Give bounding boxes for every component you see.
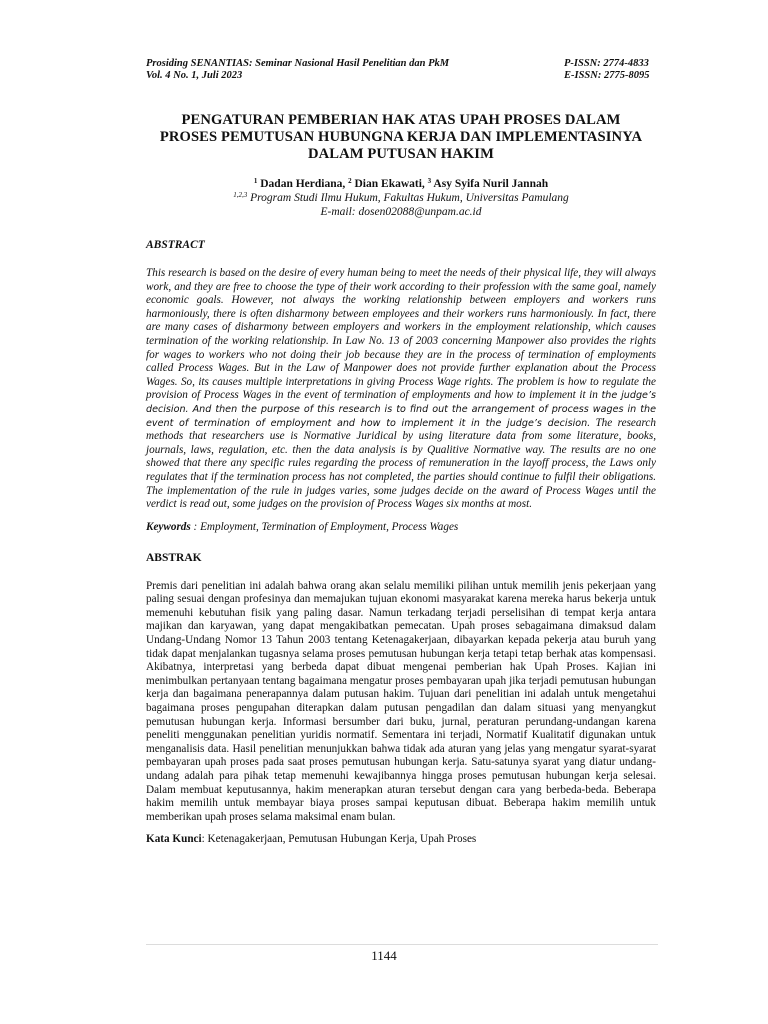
abstract-body: This research is based on the desire of every human being to meet the needs of their physical life, they will always work, and they are free to choose the type of their work according to their profession with the same goal, namely economic goals. However, not always the working relationship between employers and workers runs harmoniously, there is often disharmony between employees and their workers runs harmoniously. In fact, there are many cases of disharmony between employers and workers in the employment relationship, which causes termination of the working relationship. In Law No. 13 of 2003 concerning Manpower also provides the rights for wages to workers who not doing their job because they are in the process of termination of employments called Process Wages. But in the Law of Manpower does not provide further explanation about the Process Wages. So, its causes multiple interpretations in giving Process Wage rights. The problem is how to regulate the provision of Process Wages in the event of termination of employments and how to implement it in the judge’s decision. And then the purpose of this research is to find out the arrangement of process wages in the event of termination of employment and how to implement it in the judge’s decision. The research methods that researchers use is Normative Juridical by using literature data from some literature, books, journals, laws, regulation, etc. then the data analysis is by Qualitive Normative way. The results are no one showed that there any specific rules regarding the process of remuneration in the layoff process, the Laws only regulates that if the termination process has not completed, the parties should continue to fulfil their obligations. The implementation of the rule in judges varies, some judges decide on the award of Process Wages until the verdict is read out, some judges on the provision of Process Wages six months at most.	[146, 267, 657, 511]
footer-divider	[146, 944, 658, 945]
running-header	[146, 58, 656, 82]
volume-info: Vol. 4 No. 1, Juli 2023	[146, 70, 243, 81]
proceeding-name: Prosiding SENANTIAS: Seminar Nasional Hasil Penelitian dan PkM	[146, 58, 450, 69]
abstrak-keywords: Kata Kunci: Ketenagakerjaan, Pemutusan Hubungan Kerja, Upah Proses	[146, 833, 477, 846]
paper-title: PENGATURAN PEMBERIAN HAK ATAS UPAH PROSES DALAM PROSES PEMUTUSAN HUBUNGNA KERJA DAN IMPLEMENTASINYA DALAM PUTUSAN HAKIM	[159, 112, 643, 162]
abstract-keywords: Keywords : Employment, Termination of Employment, Process Wages	[146, 520, 459, 533]
page-number: 1144	[371, 948, 397, 963]
author-email: E-mail: dosen02088@unpam.ac.id	[320, 206, 482, 218]
abstract-heading: ABSTRACT	[146, 239, 205, 251]
abstrak-heading: ABSTRAK	[146, 551, 202, 564]
header-left	[146, 58, 449, 82]
e-issn: E-ISSN: 2775-8095	[564, 70, 650, 81]
abstrak-body: Premis dari penelitian ini adalah bahwa orang akan selalu memiliki pilihan untuk memilih jenis pekerjaan yang paling sesuai dengan profesinya dan memajukan tujuan ekonomi masyarakat karena mereka harus bekerja untuk memenuhi kebutuhan fisik yang paling dasar. Namun terkadang terjadi perselisihan di tempat kerja antara majikan dan karyawan, yang dapat mengakibatkan pemecatan. Upah proses sebagaimana dimaksud dalam Undang-Undang Nomor 13 Tahun 2003 tentang Ketenagakerjaan, dibayarkan kepada pekerja atau buruh yang tidak dapat menjalankan tugasnya selama proses pemutusan hubungan kerja tetapi tetap berhak atas kompensasi. Akibatnya, interpretasi yang berbeda dapat dibuat mengenai pemberian hak Upah Proses. Kajian ini menimbulkan pertanyaan tentang bagaimana mengatur proses pembayaran upah jika terjadi pemutusan hubungan kerja dan bagaimana penerapannya dalam putusan hakim. Tujuan dari penelitian ini adalah untuk mengetahui bagaimana proses pengupahan diterapkan dalam putusan pengadilan dan dalam situasi yang menyangkut pemutusan hubungan kerja. Informasi bersumber dari buku, jurnal, peraturan perundang-undangan karena peneliti menggunakan penelitian yuridis normatif. Sementara ini terjadi, Normatif Kualitatif digunakan untuk menganalisis data. Hasil penelitian menunjukkan bahwa tidak ada aturan yang jelas yang mengatur syarat-syarat pembayaran upah proses pada saat proses pemutusan hubungan kerja. Satu-satunya syarat yang diatur undang-undang adalah para pihak tetap memenuhi kewajibannya hingga proses pemutusan hubungan kerja selesai. Dalam membuat keputusannya, hakim menerapkan aturan tersebut dengan cara yang berbeda-beda. Beberapa hakim memilih untuk membayar biaya proses sampai keputusan dibuat. Beberapa hakim memilih untuk memberikan upah proses selama maksimal enam bulan.	[146, 579, 656, 823]
header-right	[564, 58, 656, 82]
p-issn: P-ISSN: 2774-4833	[564, 58, 649, 69]
author-list: $^1$ Dadan Herdiana, $^2$ Dian Ekawati, $^3$ Asy Syifa Nuril Jannah	[253, 177, 549, 190]
affiliation: $^{1,2,3}$ Program Studi Ilmu Hukum, Fakultas Hukum, Universitas Pamulang	[233, 191, 569, 204]
paper-page	[146, 58, 656, 846]
